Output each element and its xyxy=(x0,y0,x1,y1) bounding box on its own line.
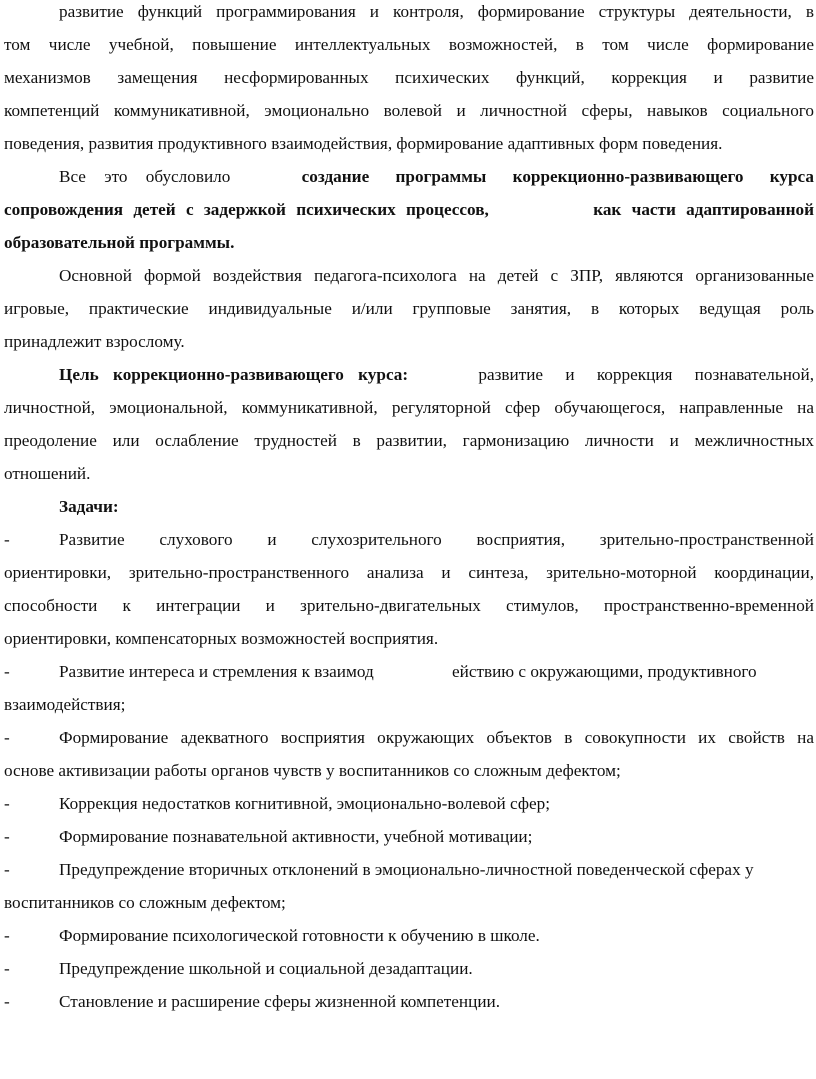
paragraph-2-line-1 xyxy=(59,165,814,189)
task-item-5-text: Формирование познавательной активности, учебной мотивации; xyxy=(59,827,533,846)
paragraph-3-line-2: игровые, практические индивидуальные и/или групповые занятия, в которых ведущая роль xyxy=(4,299,814,318)
dash-marker: - xyxy=(4,959,10,978)
paragraph-2-bold-2b: как части адаптированной xyxy=(593,200,814,219)
goal-line-1 xyxy=(59,363,814,387)
paragraph-3-line-3: принадлежит взрослому. xyxy=(4,332,185,351)
task-item-4-text: Коррекция недостатков когнитивной, эмоционально-волевой сфер; xyxy=(59,794,551,813)
dash-marker: - xyxy=(4,827,10,846)
dash-marker: - xyxy=(4,794,10,813)
task-item-7 xyxy=(4,924,814,948)
dash-marker: - xyxy=(4,992,10,1011)
goal-line-3: преодоление или ослабление трудностей в развитии, гармонизацию личности и межличностных xyxy=(4,431,814,450)
paragraph-1-line-4: компетенций коммуникативной, эмоционально волевой и личностной сферы, навыков социального xyxy=(4,101,814,120)
paragraph-3-line-1: Основной формой воздействия педагога-психолога на детей с ЗПР, являются организованные xyxy=(59,266,814,285)
tasks-heading: Задачи: xyxy=(59,497,119,516)
task-item-2-text-b: ействию с окружающими, продуктивного xyxy=(452,662,757,681)
task-item-3-line-2: основе активизации работы органов чувств у воспитанников со сложным дефектом; xyxy=(4,761,621,780)
task-item-4 xyxy=(4,792,814,816)
goal-label: Цель коррекционно-развивающего курса: xyxy=(59,365,409,384)
task-item-8 xyxy=(4,957,814,981)
task-item-2-line-2: взаимодействия; xyxy=(4,695,126,714)
task-item-6-line-2: воспитанников со сложным дефектом; xyxy=(4,893,286,912)
paragraph-2-line-3: образовательной программы. xyxy=(4,233,235,252)
dash-marker: - xyxy=(4,926,10,945)
paragraph-2-bold-1: создание программы коррекционно-развивающего курса xyxy=(301,167,814,186)
paragraph-2-intro: Все это обусловило xyxy=(59,167,231,186)
dash-marker: - xyxy=(4,530,10,549)
task-item-1-line-4: ориентировки, компенсаторных возможностей восприятия. xyxy=(4,629,439,648)
task-item-2-text-a: Развитие интереса и стремления к взаимод xyxy=(59,662,374,681)
task-item-1 xyxy=(4,528,814,552)
dash-marker: - xyxy=(4,860,10,879)
task-item-1-line-2: ориентировки, зрительно-пространственного анализа и синтеза, зрительно-моторной координации, xyxy=(4,563,814,582)
dash-marker: - xyxy=(4,662,10,681)
task-item-5 xyxy=(4,825,814,849)
paragraph-1-line-3: механизмов замещения несформированных психических функций, коррекция и развитие xyxy=(4,68,814,87)
task-item-1-line-3: способности к интеграции и зрительно-двигательных стимулов, пространственно-временной xyxy=(4,596,814,615)
paragraph-2-line-2 xyxy=(4,198,814,222)
task-item-3 xyxy=(4,726,814,750)
paragraph-1-line-2: том числе учебной, повышение интеллектуальных возможностей, в том числе формирование xyxy=(4,35,814,54)
task-item-8-text: Предупреждение школьной и социальной дезадаптации. xyxy=(59,959,473,978)
task-item-3-text: Формирование адекватного восприятия окружающих объектов в совокупности их свойств на xyxy=(59,728,814,747)
task-item-9 xyxy=(4,990,814,1014)
task-item-7-text: Формирование психологической готовности к обучению в школе. xyxy=(59,926,540,945)
dash-marker: - xyxy=(4,728,10,747)
goal-rest: развитие и коррекция познавательной, xyxy=(478,365,814,384)
goal-line-4: отношений. xyxy=(4,464,91,483)
paragraph-2-bold-2: сопровождения детей с задержкой психических процессов, xyxy=(4,200,489,219)
task-item-2 xyxy=(4,660,814,684)
paragraph-1-line-1: развитие функций программирования и контроля, формирование структуры деятельности, в xyxy=(59,2,814,21)
task-item-6 xyxy=(4,858,814,882)
paragraph-1-line-5: поведения, развития продуктивного взаимодействия, формирование адаптивных форм поведения. xyxy=(4,134,723,153)
task-item-9-text: Становление и расширение сферы жизненной компетенции. xyxy=(59,992,501,1011)
goal-line-2: личностной, эмоциональной, коммуникативной, регуляторной сфер обучающегося, направленные на xyxy=(4,398,814,417)
task-item-6-text: Предупреждение вторичных отклонений в эмоционально-личностной поведенческой сферах у xyxy=(59,860,754,879)
task-item-1-text: Развитие слухового и слухозрительного восприятия, зрительно-пространственной xyxy=(59,530,814,549)
